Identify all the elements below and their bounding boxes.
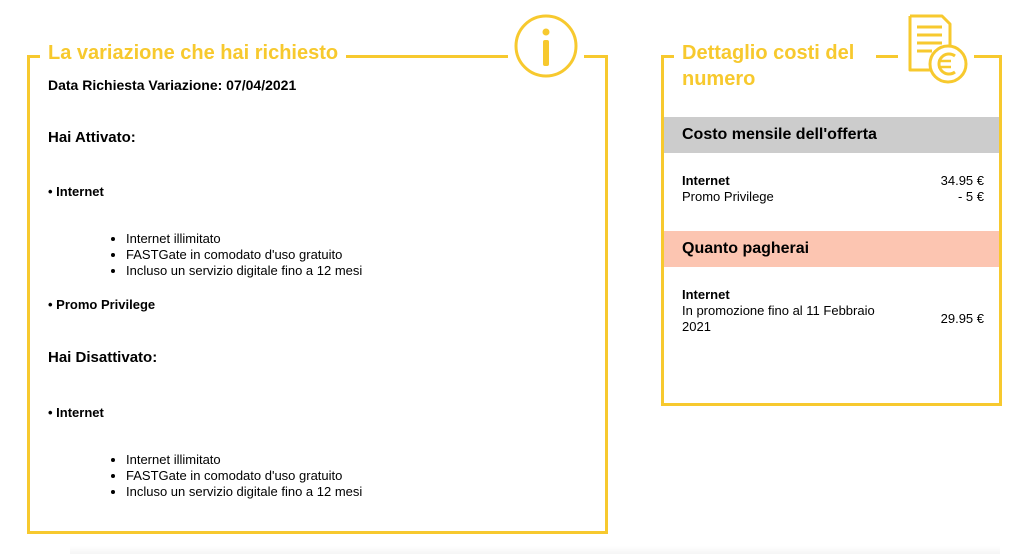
you-will-pay-band: Quanto pagherai xyxy=(664,231,999,267)
cost-detail-title: Dettaglio costi del numero xyxy=(674,40,876,92)
deactivated-heading: Hai Disattivato: xyxy=(48,349,158,366)
list-item: • FASTGate in comodato d'uso gratuito xyxy=(126,247,362,263)
invoice-euro-icon xyxy=(898,12,974,86)
cost-row-label: Promo Privilege xyxy=(682,189,774,204)
list-item: • Incluso un servizio digitale fino a 12 mesi xyxy=(126,263,362,279)
deactivated-service-internet: • Internet xyxy=(48,405,104,420)
list-item: • Internet illimitato xyxy=(126,231,362,247)
activated-internet-features xyxy=(116,231,362,279)
deactivated-internet-features xyxy=(116,452,362,500)
bottom-divider xyxy=(70,546,1000,554)
cost-row-value: 34.95 € xyxy=(940,173,984,188)
pay-promo-description: In promozione fino al 11 Febbraio 2021 xyxy=(682,303,875,334)
list-item: • FASTGate in comodato d'uso gratuito xyxy=(126,468,362,484)
monthly-cost-band: Costo mensile dell'offerta xyxy=(664,117,999,153)
cost-row-value: - 5 € xyxy=(957,189,984,204)
info-icon xyxy=(508,12,584,82)
pay-price: 29.95 € xyxy=(940,311,984,326)
pay-service-label: Internet xyxy=(682,287,730,302)
cost-row-label: Internet xyxy=(682,173,730,188)
change-request-title: La variazione che hai richiesto xyxy=(40,40,346,66)
activated-heading: Hai Attivato: xyxy=(48,129,136,146)
activated-service-promo: • Promo Privilege xyxy=(48,297,156,312)
list-item: • Internet illimitato xyxy=(126,452,362,468)
activated-service-internet: • Internet xyxy=(48,184,104,199)
list-item: • Incluso un servizio digitale fino a 12 mesi xyxy=(126,484,362,500)
request-date: Data Richiesta Variazione: 07/04/2021 xyxy=(48,77,297,93)
